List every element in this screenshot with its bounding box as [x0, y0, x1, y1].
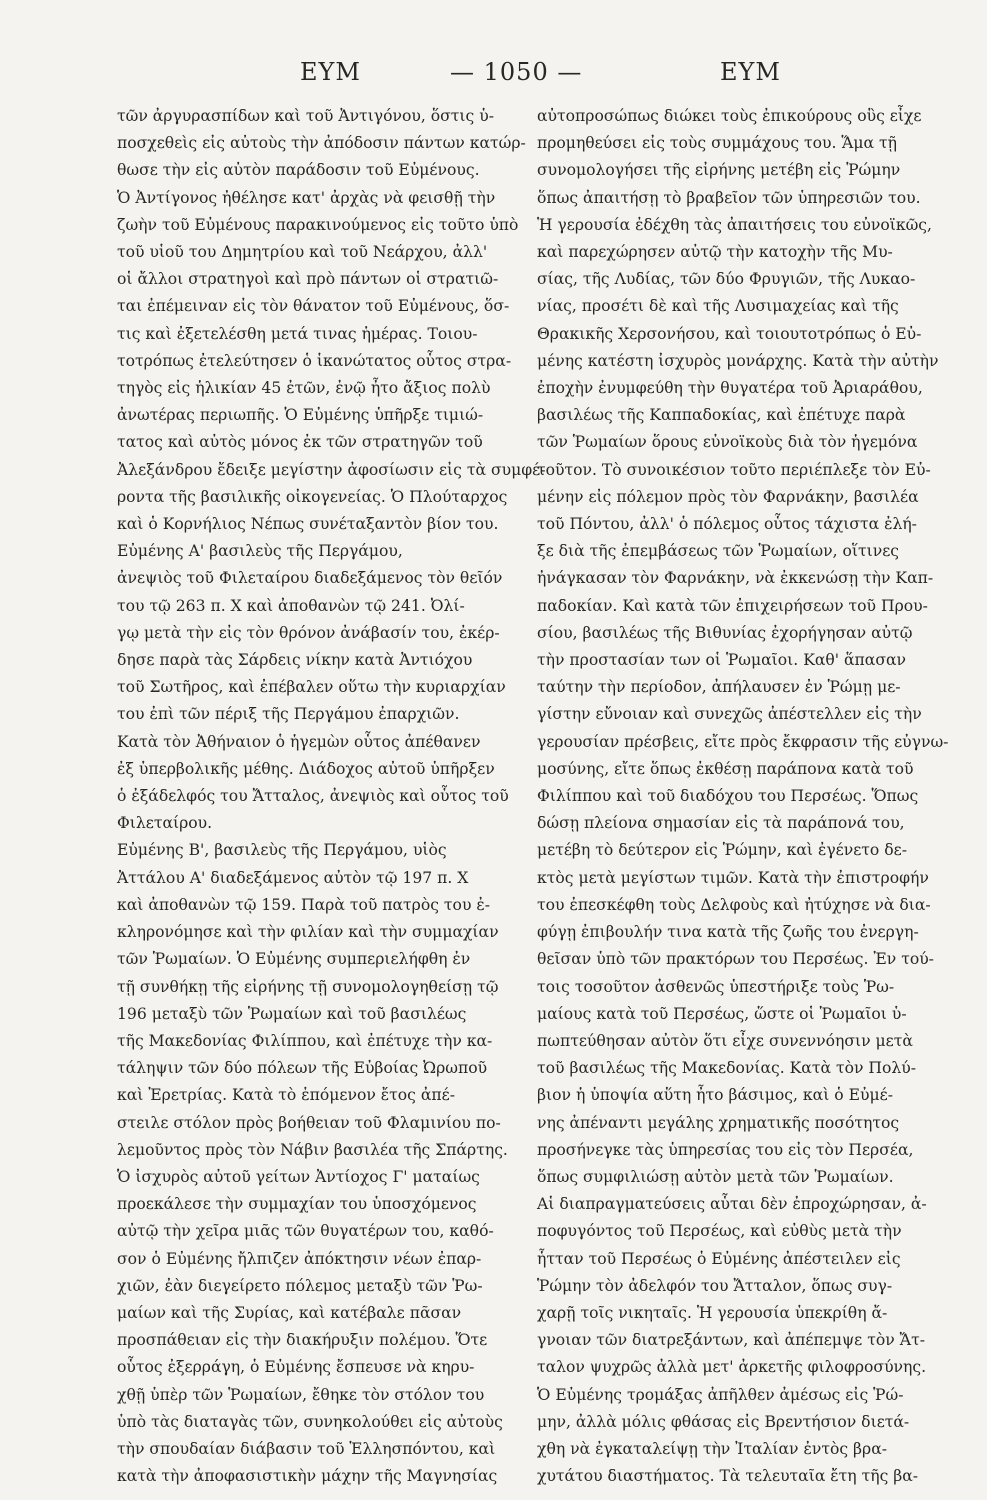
text-line: καὶ ἀποθανὼν τῷ 159. Παρὰ τοῦ πατρὸς του ἐ-: [117, 895, 491, 914]
text-line: χαρῇ τοῖς νικηταῖς. Ἡ γερουσία ὑπεκρίθη ἄ-: [537, 1303, 888, 1322]
text-line: θεῖσαν ὑπὸ τῶν πρακτόρων του Περσέως. Ἐν τού-: [537, 950, 934, 969]
text-line: μένην εἰς πόλεμον πρὸς τὸν Φαρνάκην, βασιλέα: [537, 487, 919, 506]
text-line: σον ὁ Εὐμένης ἤλπιζεν ἀπόκτησιν νέων ἐπαρ-: [117, 1249, 482, 1268]
text-line: τῶν ἀργυρασπίδων καὶ τοῦ Ἀντιγόνου, ὅστις ὑ-: [117, 107, 494, 125]
page-header: [0, 58, 987, 98]
text-line: χθη νὰ ἐγκαταλείψῃ τὴν Ἰταλίαν ἐντὸς βρα-: [537, 1439, 888, 1458]
text-line: ἐξ ὑπερβολικῆς μέθης. Διάδοχος αὐτοῦ ὑπῆρξεν: [117, 759, 495, 778]
text-line: μοσύνης, εἴτε ὅπως ἐκθέσῃ παράπονα κατὰ τοῦ: [537, 759, 914, 778]
text-line: προσπάθειαν εἰς τὴν διακήρυξιν πολέμου. Ὅτε: [117, 1331, 488, 1350]
text-line: Θρακικῆς Χερσονήσου, καὶ τοιουτοτρόπως ὁ Εὐ-: [537, 324, 922, 343]
text-line: βιον ἡ ὑποψία αὕτη ἦτο βάσιμος, καὶ ὁ Εὐμέ-: [537, 1086, 893, 1105]
text-line: σίας, τῆς Λυδίας, τῶν δύο Φρυγιῶν, τῆς Λυκαο-: [537, 270, 916, 289]
text-line: ποφυγόντος τοῦ Περσέως, καὶ εὐθὺς μετὰ τὴν: [537, 1222, 902, 1241]
text-line: ξε διὰ τῆς ἐπεμβάσεως τῶν Ῥωμαίων, οἵτινες: [537, 542, 900, 561]
text-line: θωσε τὴν εἰς αὐτὸν παράδοσιν τοῦ Εὐμένους.: [117, 161, 480, 180]
text-line: μαίους κατὰ τοῦ Περσέως, ὥστε οἱ Ῥωμαῖοι ὑ-: [537, 1004, 907, 1023]
text-line: Φιλεταίρου.: [117, 814, 213, 833]
text-line: πωπτεύθησαν αὐτὸν ὅτι εἶχε συνεννόησιν μετὰ: [537, 1031, 913, 1050]
text-line: τηγὸς εἰς ἡλικίαν 45 ἐτῶν, ἐνῷ ἦτο ἄξιος πολὺ: [117, 379, 491, 398]
text-line: τοις τοσοῦτον ἀσθενῶς ὑπεστήριξε τοὺς Ῥω-: [537, 977, 895, 996]
text-line: τοῦτον. Τὸ συνοικέσιον τοῦτο περιέπλεξε τὸν Εὐ-: [537, 460, 931, 479]
text-line: Εὐμένης Α' βασιλεὺς τῆς Περγάμου,: [117, 542, 403, 561]
text-line: χθῇ ὑπὲρ τῶν Ῥωμαίων, ἔθηκε τὸν στόλον του: [117, 1385, 485, 1404]
text-line: κατὰ τὴν ἀποφασιστικὴν μάχην τῆς Μαγνησίας: [117, 1467, 498, 1486]
text-line: καὶ Ἐρετρίας. Κατὰ τὸ ἑπόμενον ἔτος ἀπέ-: [117, 1086, 455, 1105]
text-line: μένης κατέστη ἰσχυρὸς μονάρχης. Κατὰ τὴν αὐτὴν: [537, 351, 939, 370]
text-line: Ἀλεξάνδρου ἔδειξε μεγίστην ἀφοσίωσιν εἰς τὰ συμφέ-: [117, 460, 546, 479]
text-line: μετέβη τὸ δεύτερον εἰς Ῥώμην, καὶ ἐγένετο δε-: [537, 841, 908, 860]
text-line: τοῦ υἱοῦ του Δημητρίου καὶ τοῦ Νεάρχου, ἀλλ': [117, 243, 488, 262]
text-line: τῶν Ῥωμαίων ὅρους εὐνοϊκοὺς διὰ τὸν ἡγεμόνα: [537, 433, 918, 452]
text-line: τις καὶ ἐξετελέσθη μετά τινας ἡμέρας. Τοιου-: [117, 324, 478, 343]
text-line: ζωὴν τοῦ Εὐμένους παρακινούμενος εἰς τοῦτο ὑπὸ: [117, 215, 519, 234]
text-line: βασιλέως τῆς Καππαδοκίας, καὶ ἐπέτυχε παρὰ: [537, 406, 906, 425]
text-line: τῶν Ῥωμαίων. Ὁ Εὐμένης συμπεριελήφθη ἐν: [117, 950, 471, 969]
text-line: γνοιαν τῶν διατρεξάντων, καὶ ἀπέπεμψε τὸν Ἄτ-: [537, 1331, 926, 1350]
text-line: ἀνωτέρας περιωπῆς. Ὁ Εὐμένης ὑπῆρξε τιμιώ-: [117, 406, 484, 425]
text-line: νης ἀπέναντι μεγάλης χρηματικῆς ποσότητος: [537, 1113, 900, 1132]
text-line: οὗτος ἐξερράγη, ὁ Εὐμένης ἔσπευσε νὰ κηρυ-: [117, 1358, 475, 1377]
text-line: Ὁ Ἀντίγονος ἠθέλησε κατ' ἀρχὰς νὰ φεισθῇ τὴν: [117, 188, 496, 207]
text-line: ἐποχὴν ἐνυμφεύθη τὴν θυγατέρα τοῦ Ἀριαράθου,: [537, 379, 923, 398]
text-line: νίας, προσέτι δὲ καὶ τῆς Λυσιμαχείας καὶ τῆς: [537, 297, 899, 316]
text-line: τάληψιν τῶν δύο πόλεων τῆς Εὐβοίας Ὠρωποῦ: [117, 1059, 488, 1078]
text-line: ποσχεθεὶς εἰς αὐτοὺς τὴν ἀπόδοσιν πάντων κατώρ-: [117, 134, 526, 153]
text-line: Κατὰ τὸν Ἀθήναιον ὁ ἡγεμὼν οὗτος ἀπέθανεν: [117, 732, 481, 751]
text-line: οἱ ἄλλοι στρατηγοὶ καὶ πρὸ πάντων οἱ στρατιῶ-: [117, 270, 499, 289]
text-line: Ἡ γερουσία ἐδέχθη τὰς ἀπαιτήσεις του εὐνοϊκῶς,: [537, 215, 932, 234]
text-line: του ἐπὶ τῶν πέριξ τῆς Περγάμου ἐπαρχιῶν.: [117, 705, 460, 724]
text-line: τὴν προστασίαν των οἱ Ῥωμαῖοι. Καθ' ἅπασαν: [537, 651, 906, 670]
text-line: προεκάλεσε τὴν συμμαχίαν του ὑποσχόμενος: [117, 1195, 477, 1214]
text-line: κτὸς μετὰ μεγίστων τιμῶν. Κατὰ τὴν ἐπιστροφήν: [537, 868, 929, 887]
text-line: ται ἐπέμειναν εἰς τὸν θάνατον τοῦ Εὐμένους, ὅσ-: [117, 297, 510, 316]
text-line: σίου, βασιλέως τῆς Βιθυνίας ἐχορήγησαν αὐτῷ: [537, 623, 913, 642]
text-line: συνομολογήσει τῆς εἰρήνης μετέβη εἰς Ῥώμην: [537, 161, 901, 180]
text-line: Ῥώμην τὸν ἀδελφόν του Ἄτταλον, ὅπως συγ-: [537, 1276, 893, 1295]
text-line: τὴν σπουδαίαν διάβασιν τοῦ Ἑλλησπόντου, καὶ: [117, 1439, 496, 1458]
text-line: στειλε στόλον πρὸς βοήθειαν τοῦ Φλαμινίου πο-: [117, 1113, 501, 1132]
text-line: γίστην εὔνοιαν καὶ συνεχῶς ἀπέστελλεν εἰς τὴν: [537, 705, 922, 724]
text-line: δώσῃ πλείονα σημασίαν εἰς τὰ παράπονά του,: [537, 814, 905, 833]
text-line: ἠνάγκασαν τὸν Φαρνάκην, νὰ ἐκκενώσῃ τὴν Καπ-: [537, 569, 934, 588]
text-line: Αἱ διαπραγματεύσεις αὗται δὲν ἐπροχώρησαν, ἀ-: [537, 1195, 927, 1214]
right-text-column: [537, 103, 949, 1490]
text-line: χυτάτου διαστήματος. Τὰ τελευταῖα ἔτη τῆς βα-: [537, 1467, 919, 1486]
text-line: αὐτῷ τὴν χεῖρα μιᾶς τῶν θυγατέρων του, καθό-: [117, 1222, 494, 1241]
header-left-guideword: ΕΥΜ: [300, 58, 361, 86]
text-line: κληρονόμησε καὶ τὴν φιλίαν καὶ τὴν συμμαχίαν: [117, 923, 499, 942]
text-line: τατος καὶ αὐτὸς μόνος ἐκ τῶν στρατηγῶν τοῦ: [117, 433, 483, 452]
text-line: ὅπως ἀπαιτήσῃ τὸ βραβεῖον τῶν ὑπηρεσιῶν του.: [537, 188, 921, 207]
text-line: ἀνεψιὸς τοῦ Φιλεταίρου διαδεξάμενος τὸν θεῖόν: [117, 569, 503, 588]
text-line: του ἐπεσκέφθη τοὺς Δελφοὺς καὶ ἠτύχησε νὰ δια-: [537, 895, 931, 914]
text-line: Ὁ ἰσχυρὸς αὐτοῦ γείτων Ἀντίοχος Γ' ματαίως: [117, 1167, 480, 1186]
text-line: προμηθεύσει εἰς τοὺς συμμάχους του. Ἅμα τῇ: [537, 134, 897, 153]
text-line: παδοκίαν. Καὶ κατὰ τῶν ἐπιχειρήσεων τοῦ Πρου-: [537, 596, 928, 615]
text-line: γῳ μετὰ τὴν εἰς τὸν θρόνον ἀνάβασίν του, ἐκέρ-: [117, 623, 500, 642]
text-line: ὑπὸ τὰς διαταγὰς τῶν, συνηκολούθει εἰς αὐτοὺς: [117, 1412, 503, 1431]
text-line: τῆς Μακεδονίας Φιλίππου, καὶ ἐπέτυχε τὴν κα-: [117, 1031, 493, 1050]
text-line: ὁ ἐξάδελφός του Ἄτταλος, ἀνεψιὸς καὶ οὗτος τοῦ: [117, 787, 509, 806]
text-line: τῇ συνθήκῃ τῆς εἰρήνης τῇ συνομολογηθείσῃ τῷ: [117, 977, 499, 996]
text-line: προσήνεγκε τὰς ὑπηρεσίας του εἰς τὸν Περσέα,: [537, 1140, 914, 1159]
text-line: τοῦ Σωτῆρος, καὶ ἐπέβαλεν οὕτω τὴν κυριαρχίαν: [117, 678, 506, 697]
text-line: καὶ παρεχώρησεν αὐτῷ τὴν κατοχὴν τῆς Μυ-: [537, 243, 893, 262]
left-text-column: [117, 103, 546, 1490]
text-line: ὅπως συμφιλιώσῃ αὐτὸν μετὰ τῶν Ῥωμαίων.: [537, 1167, 894, 1186]
text-line: λεμοῦντος πρὸς τὸν Νάβιν βασιλέα τῆς Σπάρτης.: [117, 1140, 508, 1159]
text-line: τοτρόπως ἐτελεύτησεν ὁ ἱκανώτατος οὗτος στρα-: [117, 351, 512, 370]
text-line: τοῦ βασιλέως τῆς Μακεδονίας. Κατὰ τὸν Πολύ-: [537, 1059, 917, 1078]
page-number: — 1050 —: [450, 58, 583, 86]
text-line: γερουσίαν πρέσβεις, εἴτε πρὸς ἔκφρασιν τῆς εὐγνω-: [537, 732, 949, 751]
text-line: τοῦ Πόντου, ἀλλ' ὁ πόλεμος οὗτος τάχιστα ἐλή-: [537, 515, 917, 534]
text-line: Φιλίππου καὶ τοῦ διαδόχου του Περσέως. Ὅπως: [537, 787, 919, 806]
text-line: φύγῃ ἐπιβουλήν τινα κατὰ τῆς ζωῆς του ἐνεργη-: [537, 923, 919, 942]
text-line: μην, ἀλλὰ μόλις φθάσας εἰς Βρεντήσιον διετά-: [537, 1412, 910, 1431]
text-line: ροντα τῆς βασιλικῆς οἰκογενείας. Ὁ Πλούταρχος: [117, 487, 508, 506]
text-line: Εὐμένης Β', βασιλεὺς τῆς Περγάμου, υἱὸς: [117, 841, 447, 860]
text-line: 196 μεταξὺ τῶν Ῥωμαίων καὶ τοῦ βασιλέως: [117, 1004, 467, 1023]
text-line: του τῷ 263 π. Χ καὶ ἀποθανὼν τῷ 241. Ὀλί-: [117, 596, 465, 615]
text-line: Ἀττάλου Α' διαδεξάμενος αὐτὸν τῷ 197 π. Χ: [117, 868, 469, 887]
text-line: Ὁ Εὐμένης τρομάξας ἀπῆλθεν ἀμέσως εἰς Ῥώ-: [537, 1385, 904, 1404]
text-line: ἧτταν τοῦ Περσέως ὁ Εὐμένης ἀπέστειλεν εἰς: [537, 1249, 901, 1268]
text-line: αὐτοπροσώπως διώκει τοὺς ἐπικούρους οὓς εἶχε: [537, 107, 922, 125]
text-line: μαίων καὶ τῆς Συρίας, καὶ κατέβαλε πᾶσαν: [117, 1303, 462, 1322]
text-line: καὶ ὁ Κορνήλιος Νέπως συνέταξαντὸν βίον του.: [117, 515, 499, 534]
text-line: ταλον ψυχρῶς ἀλλὰ μετ' ἀρκετῆς φιλοφροσύνης.: [537, 1358, 927, 1377]
text-line: δησε παρὰ τὰς Σάρδεις νίκην κατὰ Ἀντιόχου: [117, 651, 473, 670]
text-line: ταύτην τὴν περίοδον, ἀπήλαυσεν ἐν Ῥώμῃ με-: [537, 678, 901, 697]
text-line: χιῶν, ἐὰν διεγείρετο πόλεμος μεταξὺ τῶν Ῥω-: [117, 1276, 483, 1295]
header-right-guideword: ΕΥΜ: [720, 58, 781, 86]
